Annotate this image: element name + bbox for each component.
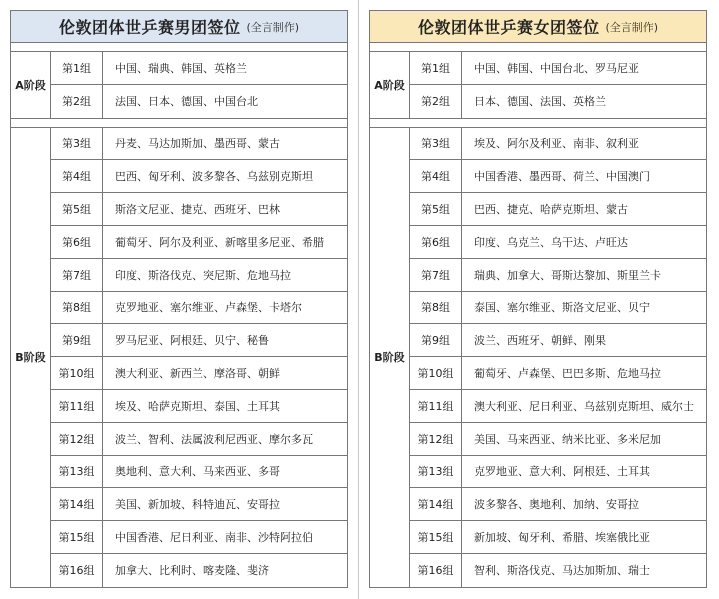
group-teams: 中国香港、墨西哥、荷兰、中国澳门 bbox=[474, 170, 650, 184]
group-label: 第10组 bbox=[410, 357, 462, 389]
group-label: 第1组 bbox=[410, 52, 462, 84]
table-row bbox=[51, 488, 347, 521]
group-label: 第7组 bbox=[410, 259, 462, 291]
table-row bbox=[410, 292, 706, 325]
table-row bbox=[51, 324, 347, 357]
table-row bbox=[51, 128, 347, 161]
group-label: 第6组 bbox=[51, 226, 103, 258]
group-teams: 葡萄牙、卢森堡、巴巴多斯、危地马拉 bbox=[474, 367, 661, 381]
table-row bbox=[51, 423, 347, 456]
group-label: 第4组 bbox=[51, 160, 103, 192]
table-row bbox=[410, 85, 706, 118]
group-teams: 克罗地亚、意大利、阿根廷、土耳其 bbox=[474, 465, 650, 479]
table-row bbox=[410, 226, 706, 259]
group-teams: 中国、瑞典、韩国、英格兰 bbox=[115, 61, 247, 75]
group-label: 第9组 bbox=[51, 324, 103, 356]
group-teams: 波多黎各、奥地利、加纳、安哥拉 bbox=[474, 498, 639, 512]
group-teams: 法国、日本、德国、中国台北 bbox=[115, 95, 258, 109]
group-teams: 澳大利亚、尼日利亚、乌兹别克斯坦、威尔士 bbox=[474, 399, 694, 413]
group-teams: 印度、斯洛伐克、突尼斯、危地马拉 bbox=[115, 268, 291, 282]
group-label: 第15组 bbox=[51, 521, 103, 553]
group-label: 第1组 bbox=[51, 52, 103, 84]
table-row bbox=[51, 521, 347, 554]
group-teams: 中国香港、尼日利亚、南非、沙特阿拉伯 bbox=[115, 531, 313, 545]
group-teams: 澳大利亚、新西兰、摩洛哥、朝鲜 bbox=[115, 367, 280, 381]
group-label: 第6组 bbox=[410, 226, 462, 258]
table-row bbox=[51, 357, 347, 390]
stage-a-rows bbox=[410, 52, 706, 118]
group-teams: 智利、斯洛伐克、马达加斯加、瑞士 bbox=[474, 564, 650, 578]
group-teams: 罗马尼亚、阿根廷、贝宁、秘鲁 bbox=[115, 334, 269, 348]
table-row bbox=[51, 554, 347, 587]
group-teams: 中国、韩国、中国台北、罗马尼亚 bbox=[474, 61, 639, 75]
group-teams: 美国、新加坡、科特迪瓦、安哥拉 bbox=[115, 498, 280, 512]
group-label: 第5组 bbox=[410, 193, 462, 225]
men-draw-table bbox=[10, 10, 348, 588]
group-label: 第8组 bbox=[410, 292, 462, 324]
group-teams: 日本、德国、法国、英格兰 bbox=[474, 95, 606, 109]
group-label: 第3组 bbox=[410, 128, 462, 160]
women-stage-b bbox=[370, 128, 706, 587]
table-row bbox=[51, 52, 347, 85]
table-row bbox=[51, 456, 347, 489]
spacer-row bbox=[11, 43, 347, 52]
women-draw-table bbox=[369, 10, 707, 588]
women-table-header bbox=[370, 11, 706, 43]
group-label: 第14组 bbox=[51, 488, 103, 520]
panel-divider bbox=[358, 0, 359, 599]
women-table-title: 伦敦团体世乒赛女团签位 bbox=[417, 18, 600, 37]
men-stage-a bbox=[11, 52, 347, 119]
stage-b-rows bbox=[410, 128, 706, 587]
group-label: 第16组 bbox=[51, 554, 103, 587]
table-row bbox=[51, 226, 347, 259]
group-teams: 瑞典、加拿大、哥斯达黎加、斯里兰卡 bbox=[474, 268, 661, 282]
group-teams: 印度、乌克兰、乌干达、卢旺达 bbox=[474, 235, 628, 249]
group-label: 第15组 bbox=[410, 521, 462, 553]
table-row bbox=[410, 160, 706, 193]
group-teams: 加拿大、比利时、喀麦隆、斐济 bbox=[115, 564, 269, 578]
table-row bbox=[51, 160, 347, 193]
men-stage-b bbox=[11, 128, 347, 587]
table-row bbox=[51, 85, 347, 118]
spacer-row bbox=[370, 119, 706, 128]
table-row bbox=[410, 488, 706, 521]
table-row bbox=[410, 390, 706, 423]
table-row bbox=[410, 259, 706, 292]
group-teams: 波兰、西班牙、朝鲜、刚果 bbox=[474, 334, 606, 348]
group-label: 第13组 bbox=[410, 456, 462, 488]
table-row bbox=[51, 193, 347, 226]
spacer-row bbox=[370, 43, 706, 52]
group-label: 第5组 bbox=[51, 193, 103, 225]
group-label: 第14组 bbox=[410, 488, 462, 520]
group-teams: 巴西、捷克、哈萨克斯坦、蒙古 bbox=[474, 203, 628, 217]
stage-b-label: B阶段 bbox=[370, 128, 410, 587]
group-label: 第2组 bbox=[51, 85, 103, 118]
table-row bbox=[410, 423, 706, 456]
group-teams: 克罗地亚、塞尔维亚、卢森堡、卡塔尔 bbox=[115, 301, 302, 315]
table-row bbox=[410, 357, 706, 390]
group-label: 第2组 bbox=[410, 85, 462, 118]
women-table-subtitle: (全言制作) bbox=[605, 20, 659, 34]
table-row bbox=[51, 292, 347, 325]
group-teams: 美国、马来西亚、纳米比亚、多米尼加 bbox=[474, 432, 661, 446]
group-label: 第9组 bbox=[410, 324, 462, 356]
table-row bbox=[410, 193, 706, 226]
group-teams: 波兰、智利、法属波利尼西亚、摩尔多瓦 bbox=[115, 432, 313, 446]
table-row bbox=[410, 521, 706, 554]
stage-a-label: A阶段 bbox=[370, 52, 410, 118]
group-label: 第7组 bbox=[51, 259, 103, 291]
group-label: 第16组 bbox=[410, 554, 462, 587]
group-teams: 丹麦、马达加斯加、墨西哥、蒙古 bbox=[115, 137, 280, 151]
group-label: 第10组 bbox=[51, 357, 103, 389]
group-label: 第3组 bbox=[51, 128, 103, 160]
table-row bbox=[51, 259, 347, 292]
table-row bbox=[410, 128, 706, 161]
group-label: 第13组 bbox=[51, 456, 103, 488]
stage-b-rows bbox=[51, 128, 347, 587]
group-teams: 斯洛文尼亚、捷克、西班牙、巴林 bbox=[115, 203, 280, 217]
group-label: 第4组 bbox=[410, 160, 462, 192]
group-label: 第11组 bbox=[410, 390, 462, 422]
table-row bbox=[410, 52, 706, 85]
group-teams: 葡萄牙、阿尔及利亚、新喀里多尼亚、希腊 bbox=[115, 235, 324, 249]
group-label: 第11组 bbox=[51, 390, 103, 422]
spacer-row bbox=[11, 119, 347, 128]
group-label: 第12组 bbox=[410, 423, 462, 455]
group-label: 第8组 bbox=[51, 292, 103, 324]
stage-a-rows bbox=[51, 52, 347, 118]
men-table-title: 伦敦团体世乒赛男团签位 bbox=[58, 18, 241, 37]
group-teams: 泰国、塞尔维亚、斯洛文尼亚、贝宁 bbox=[474, 301, 650, 315]
group-teams: 奥地利、意大利、马来西亚、多哥 bbox=[115, 465, 280, 479]
men-table-header bbox=[11, 11, 347, 43]
table-row bbox=[410, 456, 706, 489]
table-row bbox=[410, 324, 706, 357]
group-teams: 巴西、匈牙利、波多黎各、乌兹别克斯坦 bbox=[115, 170, 313, 184]
stage-a-label: A阶段 bbox=[11, 52, 51, 118]
table-row bbox=[51, 390, 347, 423]
men-table-subtitle: (全言制作) bbox=[246, 20, 300, 34]
group-teams: 埃及、哈萨克斯坦、泰国、土耳其 bbox=[115, 399, 280, 413]
group-label: 第12组 bbox=[51, 423, 103, 455]
table-row bbox=[410, 554, 706, 587]
group-teams: 新加坡、匈牙利、希腊、埃塞俄比亚 bbox=[474, 531, 650, 545]
stage-b-label: B阶段 bbox=[11, 128, 51, 587]
women-stage-a bbox=[370, 52, 706, 119]
group-teams: 埃及、阿尔及利亚、南非、叙利亚 bbox=[474, 137, 639, 151]
